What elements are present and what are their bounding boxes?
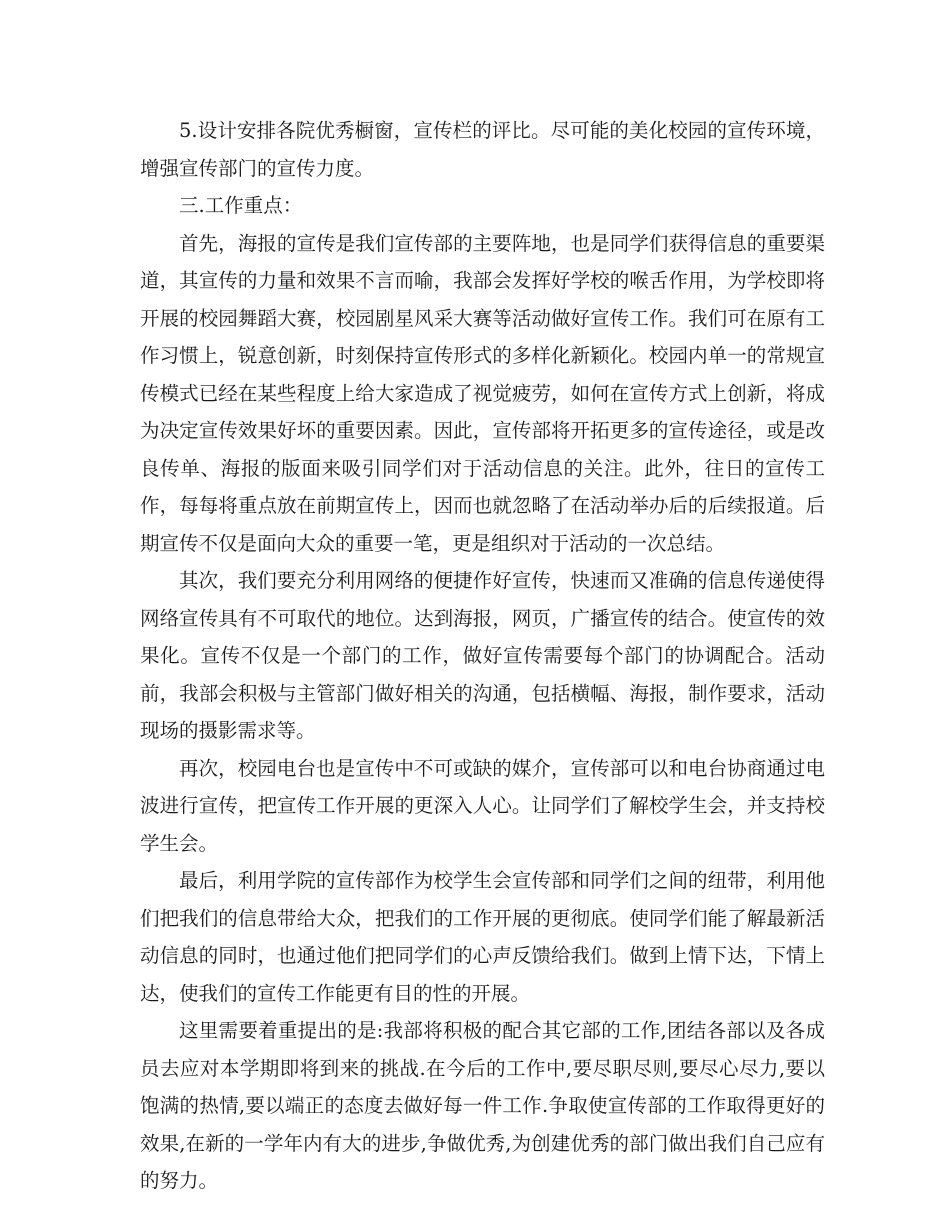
paragraph-second: 其次，我们要充分利用网络的便捷作好宣传，快速而又准确的信息传递使得网络宣传具有不可取代的地位。达到海报，网页，广播宣传的结合。使宣传的效果化。宣传不仅是一个部门的工作，做好宣传需要每个部门的协调配合。活动前，我部会积极与主管部门做好相关的沟通，包括横幅、海报，制作要求，活动现场的摄影需求等。 <box>140 569 825 742</box>
paragraph-third: 再次，校园电台也是宣传中不可或缺的媒介，宣传部可以和电台协商通过电波进行宣传，把宣传工作开展的更深入人心。让同学们了解校学生会，并支持校学生会。 <box>140 756 825 855</box>
paragraph-finally: 最后，利用学院的宣传部作为校学生会宣传部和同学们之间的纽带，利用他们把我们的信息带给大众，把我们的工作开展的更彻底。使同学们能了解最新活动信息的同时，也通过他们把同学们的心声反馈给我们。做到上情下达，下情上达，使我们的宣传工作能更有目的性的开展。 <box>140 869 825 1005</box>
paragraph-item-5: 5.设计安排各院优秀橱窗，宣传栏的评比。尽可能的美化校园的宣传环境，增强宣传部门的宣传力度。 <box>140 119 825 180</box>
paragraph-emphasis: 这里需要着重提出的是:我部将积极的配合其它部的工作,团结各部以及各成员去应对本学期即将到来的挑战.在今后的工作中,要尽职尽则,要尽心尽力,要以饱满的热情,要以端正的态度去做好每一件工作.争取使宣传部的工作取得更好的效果,在新的一学年内有大的进步,争做优秀,为创建优秀的部门做出我们自己应有的努力。 <box>140 1019 825 1192</box>
section-heading-work-focus: 三.工作重点： <box>179 194 303 217</box>
paragraph-first: 首先，海报的宣传是我们宣传部的主要阵地，也是同学们获得信息的重要渠道，其宣传的力量和效果不言而喻，我部会发挥好学校的喉舌作用，为学校即将开展的校园舞蹈大赛，校园剧星风采大赛等活动做好宣传工作。我们可在原有工作习惯上，锐意创新，时刻保持宣传形式的多样化新颖化。校园内单一的常规宣传模式已经在某些程度上给大家造成了视觉疲劳，如何在宣传方式上创新，将成为决定宣传效果好坏的重要因素。因此，宣传部将开拓更多的宣传途径，或是改良传单、海报的版面来吸引同学们对于活动信息的关注。此外，往日的宣传工作，每每将重点放在前期宣传上，因而也就忽略了在活动举办后的后续报道。后期宣传不仅是面向大众的重要一笔，更是组织对于活动的一次总结。 <box>140 231 825 555</box>
document-body <box>140 112 825 1200</box>
